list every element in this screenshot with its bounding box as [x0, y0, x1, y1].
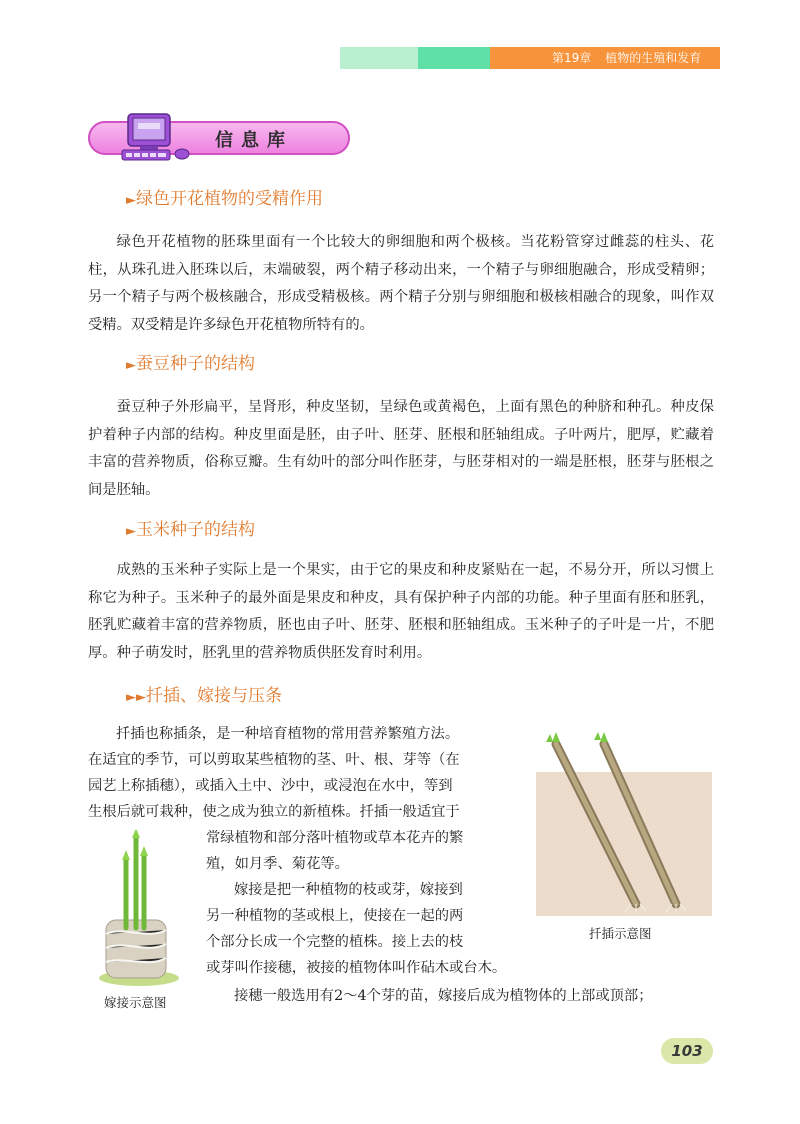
- paragraph-corn: 成熟的玉米种子实际上是一个果实，由于它的果皮和种皮紧贴在一起，不易分开，所以习惯上称它为种子。玉米种子的最外面是果皮和种皮，具有保护种子内部的功能。种子里面有胚和胚乳，胚乳贮藏着丰富的营养物质，胚也由子叶、胚芽、胚根和胚轴组成。玉米种子的子叶是一片，不肥厚。种子萌发时，胚乳里的营养物质供胚发育时利用。: [88, 562, 714, 661]
- chapter-title: 植物的生殖和发育: [605, 51, 702, 65]
- section-heading-corn: [126, 515, 255, 540]
- grafting-caption: 嫁接示意图: [104, 995, 167, 1010]
- section-marker: ►: [126, 524, 136, 539]
- cutting-caption: 扦插示意图: [589, 926, 652, 941]
- section-title: 扦插、嫁接与压条: [146, 686, 282, 706]
- section-heading-fertilization: [126, 184, 323, 209]
- text-line: 接穗一般选用有2～4个芽的苗，嫁接后成为植物体的上部或顶部；: [234, 988, 653, 1004]
- header-green-light-block: [340, 47, 418, 69]
- section-title: 绿色开花植物的受精作用: [136, 189, 323, 209]
- text-line: 嫁接是把一种植物的枝或芽，嫁接到: [234, 882, 463, 898]
- paragraph-fertilization: 绿色开花植物的胚珠里面有一个比较大的卵细胞和两个极核。当花粉管穿过雌蕊的柱头、花柱，从珠孔进入胚珠以后，末端破裂，两个精子移动出来，一个精子与卵细胞融合，形成受精卵；另一个精子与两个极核融合，形成受精极核。两个精子分别与卵细胞和极核相融合的现象，叫作双受精。双受精是许多绿色开花植物所特有的。: [88, 234, 714, 333]
- computer-icon: [118, 112, 194, 162]
- text-line: 园艺上称插穗），或插入土中、沙中，或浸泡在水中，等到: [88, 778, 453, 794]
- header-green-block: [418, 47, 490, 69]
- section-heading-broad-bean: [126, 349, 255, 374]
- text-line: 个部分长成一个完整的植株。接上去的枝: [206, 934, 464, 950]
- section-heading-propagation: [126, 681, 282, 706]
- page-number: 103: [661, 1038, 713, 1064]
- banner-title: 信息库: [215, 130, 293, 151]
- text-line: 或芽叫作接穗，被接的植物体叫作砧木或台木。: [206, 960, 507, 976]
- paragraph-broad-bean: 蚕豆种子外形扁平，呈肾形，种皮坚韧，呈绿色或黄褐色，上面有黑色的种脐和种孔。种皮保护着种子内部的结构。种皮里面是胚，由子叶、胚芽、胚根和胚轴组成。子叶两片，肥厚，贮藏着丰富的营养物质，俗称豆瓣。生有幼叶的部分叫作胚芽，与胚芽相对的一端是胚根，胚芽与胚根之间是胚轴。: [88, 399, 714, 498]
- chapter-header: [340, 47, 720, 69]
- section-marker: ►: [126, 358, 136, 373]
- text-line: 常绿植物和部分落叶植物或草本花卉的繁: [206, 830, 464, 846]
- grafting-illustration: [92, 830, 186, 988]
- text-line: 殖，如月季、菊花等。: [206, 856, 349, 872]
- section-title: 玉米种子的结构: [136, 520, 255, 540]
- chapter-number: 第19章: [552, 51, 592, 65]
- header-chapter-bar: [490, 47, 720, 69]
- cutting-illustration: [536, 722, 712, 916]
- section-marker: ►►: [126, 690, 146, 705]
- text-line: 生根后就可栽种，使之成为独立的新植株。扦插一般适宜于: [88, 804, 460, 820]
- section-marker: ►: [126, 193, 136, 208]
- text-line: 在适宜的季节，可以剪取某些植物的茎、叶、根、芽等（在: [88, 752, 460, 768]
- text-line: 另一种植物的茎或根上，使接在一起的两: [206, 908, 464, 924]
- section-title: 蚕豆种子的结构: [136, 354, 255, 374]
- text-line: 扦插也称插条，是一种培育植物的常用营养繁殖方法。: [116, 726, 460, 742]
